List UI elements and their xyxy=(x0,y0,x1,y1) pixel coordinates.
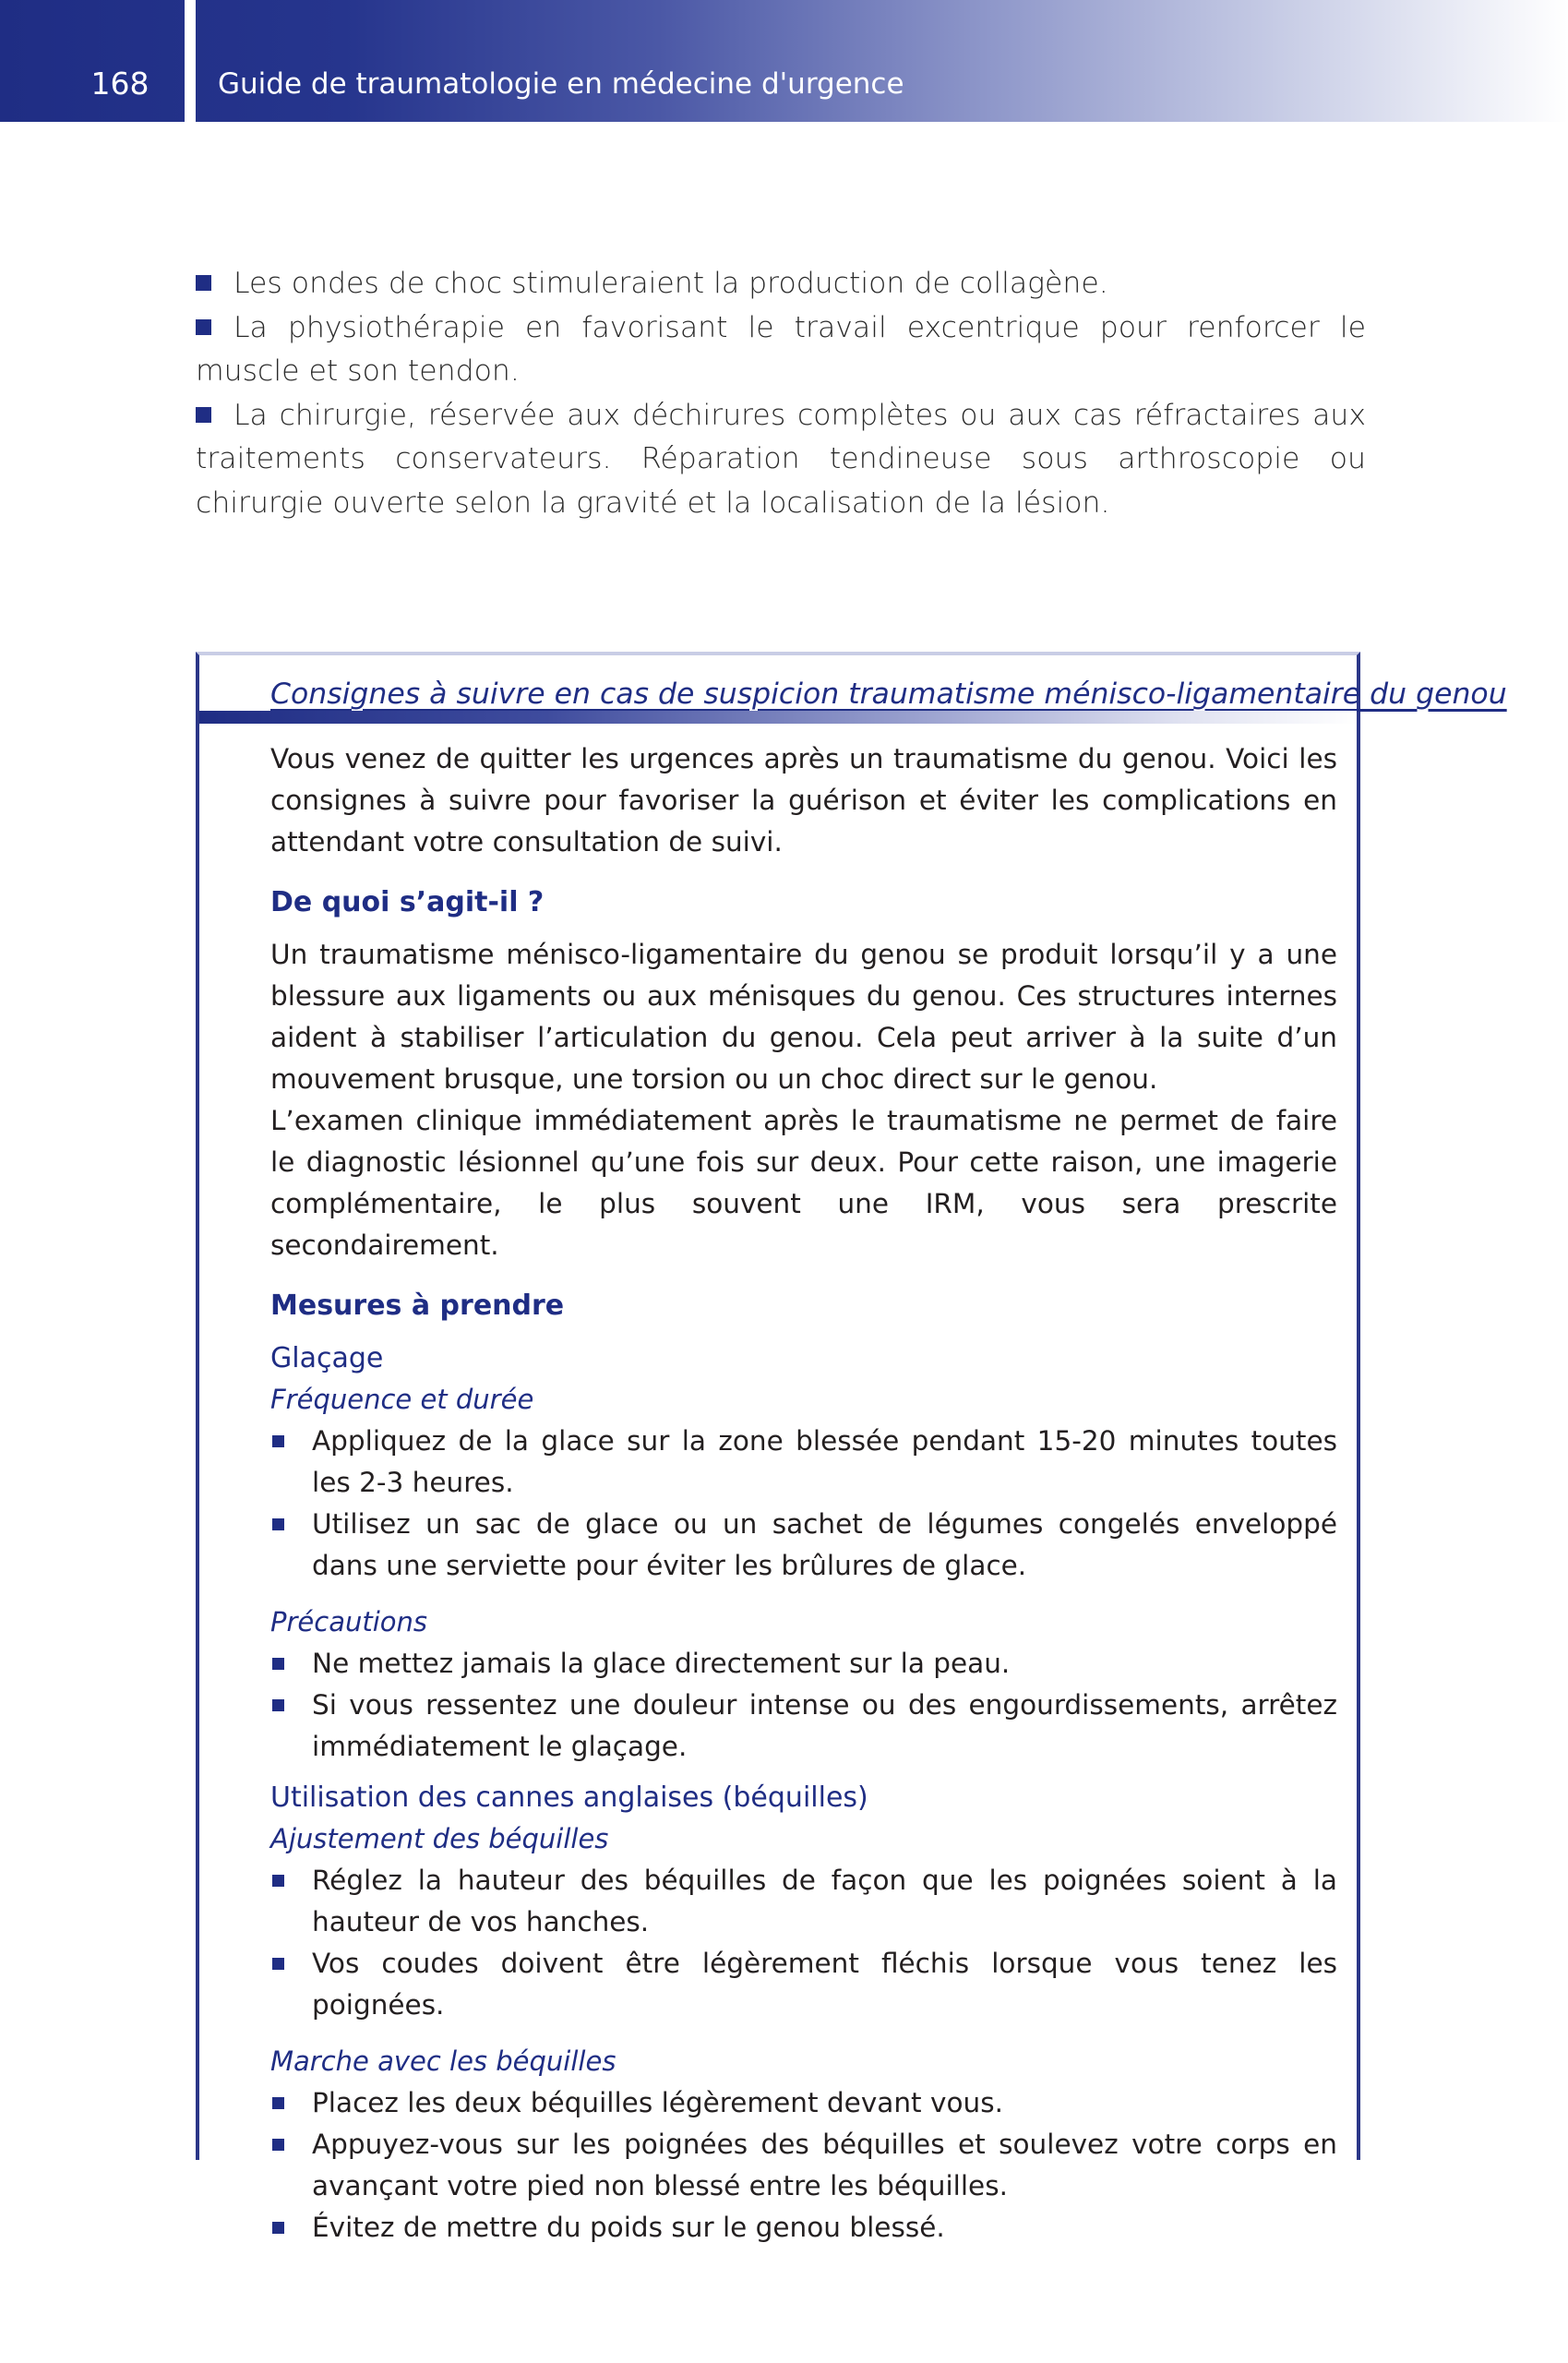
square-bullet-icon xyxy=(272,1658,284,1670)
intro-item: La chirurgie, réservée aux déchirures complètes ou aux cas réfractaires aux traitements conservateurs. Réparation tendineuse sous arthroscopie ou chirurgie ouverte selon la gravité et la localisation de la lésion. xyxy=(196,398,1366,520)
paragraph: Un traumatisme ménisco-ligamentaire du genou se produit lorsqu’il y a une blessure aux ligaments ou aux ménisques du genou. Ces structures internes aident à stabiliser l’articulation du genou. Cela peut arriver à la suite d’un mouvement brusque, une torsion ou un choc direct sur le genou. xyxy=(270,939,1337,1095)
list-item: Utilisez un sac de glace ou un sachet de légumes congelés enveloppé dans une serviette pour éviter les brûlures de glace. xyxy=(270,1504,1337,1587)
square-bullet-icon xyxy=(196,319,211,335)
square-bullet-icon xyxy=(272,1518,284,1530)
intro-item: La physiothérapie en favorisant le travail excentrique pour renforcer le muscle et son tendon. xyxy=(196,310,1366,388)
section-heading: De quoi s’agit-il ? xyxy=(270,886,545,918)
list-item: Appuyez-vous sur les poignées des béquilles et soulevez votre corps en avançant votre pied non blessé entre les béquilles. xyxy=(270,2124,1337,2207)
square-bullet-icon xyxy=(272,2222,284,2234)
list-item: Placez les deux béquilles légèrement devant vous. xyxy=(270,2082,1337,2124)
bullet-list xyxy=(270,2082,1337,2249)
bullet-list xyxy=(270,1643,1337,1768)
square-bullet-icon xyxy=(272,2097,284,2109)
list-item: Réglez la hauteur des béquilles de façon que les poignées soient à la hauteur de vos hanches. xyxy=(270,1860,1337,1943)
intro-list xyxy=(196,262,1366,525)
section-heading: Mesures à prendre xyxy=(270,1289,565,1322)
subsection-subtitle: Marche avec les béquilles xyxy=(270,2045,616,2077)
square-bullet-icon xyxy=(272,1875,284,1887)
paragraph: L’examen clinique immédiatement après le traumatisme ne permet de faire le diagnostic lésionnel qu’une fois sur deux. Pour cette raison, une imagerie complémentaire, le plus souvent une IRM, vous sera prescrite secondairement. xyxy=(270,1105,1337,1261)
square-bullet-icon xyxy=(196,407,211,423)
list-item: Évitez de mettre du poids sur le genou blessé. xyxy=(270,2207,1337,2249)
page-number: 168 xyxy=(90,66,150,102)
box-intro: Vous venez de quitter les urgences après un traumatisme du genou. Voici les consignes à suivre pour favoriser la guérison et éviter les complications en attendant votre consultation de suivi. xyxy=(270,743,1337,858)
subsection-subtitle: Ajustement des béquilles xyxy=(270,1823,609,1854)
list-item: Ne mettez jamais la glace directement sur la peau. xyxy=(270,1643,1337,1685)
intro-item: Les ondes de choc stimuleraient la production de collagène. xyxy=(196,262,1366,306)
square-bullet-icon xyxy=(272,1435,284,1447)
list-item: Si vous ressentez une douleur intense ou des engourdissements, arrêtez immédiatement le glaçage. xyxy=(270,1685,1337,1768)
header-band xyxy=(0,0,1568,122)
square-bullet-icon xyxy=(272,2139,284,2151)
box-body xyxy=(270,738,1337,2249)
square-bullet-icon xyxy=(196,275,211,291)
subsection-subtitle: Fréquence et durée xyxy=(270,1384,534,1415)
box-title-rule xyxy=(199,711,1357,724)
bullet-list xyxy=(270,1860,1337,2026)
bullet-list xyxy=(270,1421,1337,1587)
header-divider xyxy=(185,0,196,122)
square-bullet-icon xyxy=(272,1699,284,1711)
subsection-title: Utilisation des cannes anglaises (béquilles) xyxy=(270,1781,868,1814)
list-item: Vos coudes doivent être légèrement fléchis lorsque vous tenez les poignées. xyxy=(270,1943,1337,2026)
square-bullet-icon xyxy=(272,1958,284,1970)
subsection-title: Glaçage xyxy=(270,1342,384,1374)
subsection-subtitle: Précautions xyxy=(270,1606,428,1637)
box-title: Consignes à suivre en cas de suspicion traumatisme ménisco-ligamentaire du genou xyxy=(270,678,1507,711)
list-item: Appliquez de la glace sur la zone blessée pendant 15-20 minutes toutes les 2-3 heures. xyxy=(270,1421,1337,1504)
running-title: Guide de traumatologie en médecine d'urgence xyxy=(218,67,904,101)
